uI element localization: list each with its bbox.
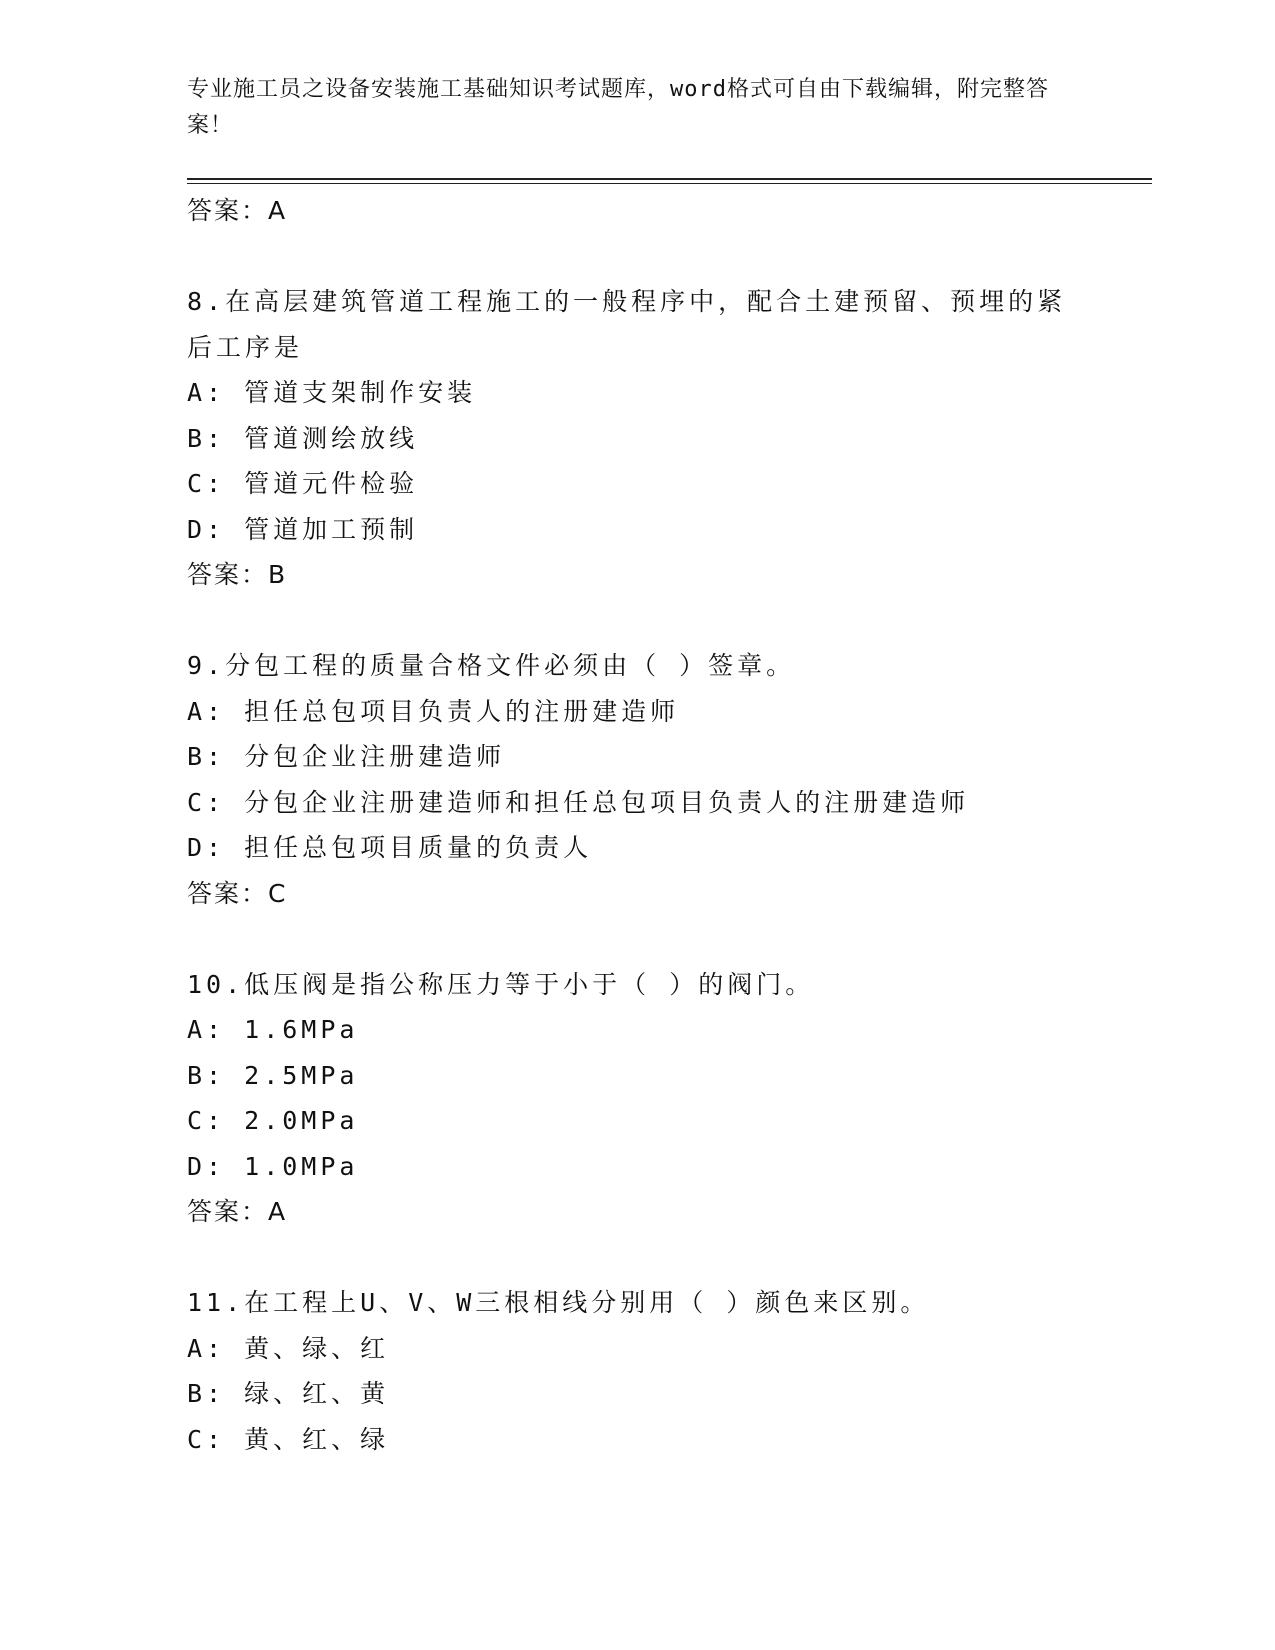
header-divider-thin bbox=[187, 183, 1152, 184]
option-a: A: 黄、绿、红 bbox=[187, 1333, 390, 1363]
option-b: B: 2.5MPa bbox=[187, 1060, 359, 1090]
page-header: 专业施工员之设备安装施工基础知识考试题库，word格式可自由下载编辑，附完整答案！ bbox=[187, 77, 1049, 138]
answer-label: 答案： bbox=[187, 196, 269, 225]
question-text: 9.分包工程的质量合格文件必须由（ ）签章。 bbox=[187, 651, 796, 680]
answer-line bbox=[187, 552, 1147, 598]
answer-line bbox=[187, 188, 1147, 234]
answer-line bbox=[187, 871, 1147, 917]
option-b: B: 分包企业注册建造师 bbox=[187, 742, 506, 771]
answer-value: A bbox=[268, 196, 288, 225]
answer-line bbox=[187, 1189, 1147, 1235]
option-c: C: 2.0MPa bbox=[187, 1106, 359, 1135]
answer-label: 答案： bbox=[187, 878, 269, 908]
option-c: C: 管道元件检验 bbox=[187, 469, 419, 498]
answer-label: 答案： bbox=[187, 1197, 269, 1226]
question-block bbox=[187, 643, 1147, 916]
header-divider-thick bbox=[187, 178, 1152, 180]
answer-value: A bbox=[268, 1197, 288, 1226]
option-c: C: 黄、红、绿 bbox=[187, 1424, 390, 1454]
question-block bbox=[187, 962, 1147, 1235]
question-text: 10.低压阀是指公称压力等于小于（ ）的阀门。 bbox=[187, 969, 815, 999]
option-b: B: 管道测绘放线 bbox=[187, 423, 419, 453]
answer-label: 答案： bbox=[187, 560, 269, 589]
option-d: D: 1.0MPa bbox=[187, 1151, 359, 1181]
answer-value: C bbox=[268, 878, 288, 908]
option-c: C: 分包企业注册建造师和担任总包项目负责人的注册建造师 bbox=[187, 787, 970, 817]
option-a: A: 担任总包项目负责人的注册建造师 bbox=[187, 696, 680, 726]
question-block bbox=[187, 1280, 1147, 1462]
option-d: D: 担任总包项目质量的负责人 bbox=[187, 833, 593, 862]
option-a: A: 管道支架制作安装 bbox=[187, 378, 477, 407]
option-d: D: 管道加工预制 bbox=[187, 514, 419, 544]
answer-value: B bbox=[268, 560, 288, 589]
question-text: 11.在工程上U、V、W三根相线分别用（ ）颜色来区别。 bbox=[187, 1288, 930, 1317]
question-list bbox=[187, 188, 1147, 1462]
option-a: A: 1.6MPa bbox=[187, 1015, 359, 1044]
question-text: 8.在高层建筑管道工程施工的一般程序中，配合土建预留、预埋的紧后工序是 bbox=[187, 287, 1067, 362]
question-block bbox=[187, 279, 1147, 598]
option-b: B: 绿、红、黄 bbox=[187, 1379, 390, 1408]
